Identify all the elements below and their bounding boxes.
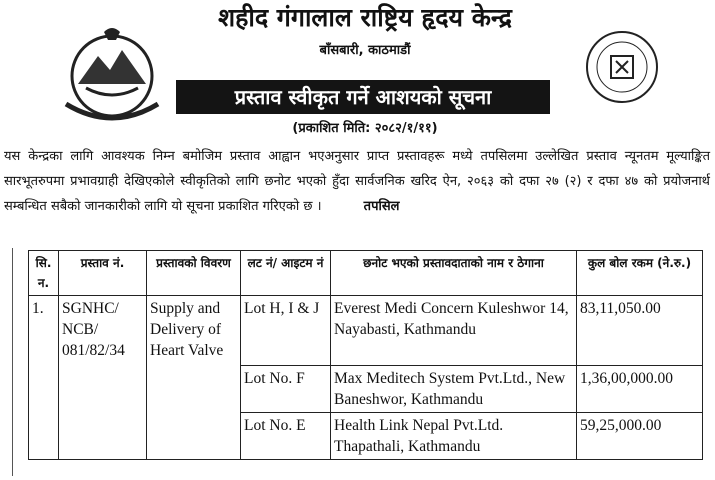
cell-bidder: Health Link Nepal Pvt.Ltd. Thapathali, Kathmandu: [331, 413, 577, 460]
table-row: [29, 296, 703, 366]
hospital-address: बाँसबारी, काठमाडौं: [319, 43, 411, 58]
hospital-name: शहीद गंगालाल राष्ट्रिय हृदय केन्द्र: [218, 3, 512, 32]
notice-paragraph: [4, 144, 710, 219]
header-sn: सि. न.: [29, 251, 59, 296]
cell-bidder: Max Meditech System Pvt.Ltd., New Baneshwor, Kathmandu: [331, 366, 577, 413]
cell-proposal-no: SGNHC/ NCB/ 081/82/34: [59, 296, 147, 460]
award-table: [28, 250, 703, 460]
header-amount: कुल बोल रकम (ने.रु.): [577, 251, 703, 296]
notice-banner: प्रस्ताव स्वीकृत गर्ने आशयको सूचना: [176, 80, 550, 114]
cell-amount: 59,25,000.00: [577, 413, 703, 460]
left-border-line: [12, 248, 13, 476]
cell-lot: Lot No. F: [241, 366, 331, 413]
cell-description: Supply and Delivery of Heart Valve: [147, 296, 241, 460]
header-lot: लट नं/ आइटम नं: [241, 251, 331, 296]
header-bidder: छनोट भएको प्रस्तावदाताको नाम र ठेगाना: [331, 251, 577, 296]
annex-label: तपसिल: [363, 199, 400, 214]
cell-sn: 1.: [29, 296, 59, 460]
table-header-row: [29, 251, 703, 296]
publication-date: (प्रकाशित मिति: २०८२/१/११): [292, 121, 438, 136]
header-description: प्रस्तावको विवरण: [147, 251, 241, 296]
cell-amount: 1,36,00,000.00: [577, 366, 703, 413]
cell-lot: Lot No. E: [241, 413, 331, 460]
hospital-seal: [585, 30, 659, 104]
cell-bidder: Everest Medi Concern Kuleshwor 14, Nayabasti, Kathmandu: [331, 296, 577, 366]
nepal-government-emblem: [58, 24, 166, 124]
notice-text: यस केन्द्रका लागि आवश्यक निम्न बमोजिम प्रस्ताव आह्वान भएअनुसार प्राप्त प्रस्तावहरू मध्ये तपसिलमा उल्लेखित प्रस्ताव न्यूनतम मूल्याङ्कित सारभूतरुपमा प्रभावग्राही देखिएकोले स्वीकृतिको लागि छनोट भएको हुँदा सार्वजनिक खरिद ऐन, २०६३ को दफा २७ (२) र दफा ४७ को प्रयोजनार्थ सम्बन्धित सबैको जानकारीको लागि यो सूचना प्रकाशित गरिएको छ ।: [4, 149, 710, 214]
cell-lot: Lot H, I & J: [241, 296, 331, 366]
cell-amount: 83,11,050.00: [577, 296, 703, 366]
header-proposal-no: प्रस्ताव नं.: [59, 251, 147, 296]
